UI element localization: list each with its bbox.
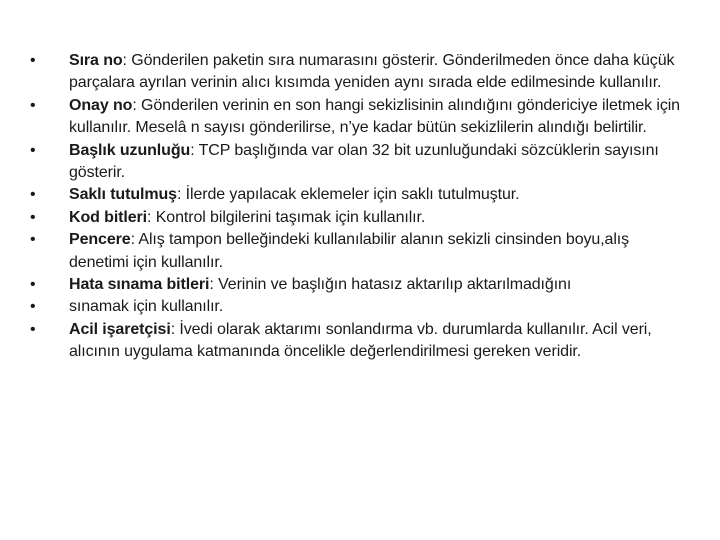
item-text: Alış tampon belleğindeki kullanılabilir alanın sekizli cinsinden boyu,alış denetimi için kullanılır. <box>69 231 630 271</box>
item-separator: : <box>130 231 139 249</box>
item-term: Hata sınama bitleri <box>69 276 210 294</box>
item-term: Onay no <box>69 96 133 114</box>
item-separator: : <box>132 96 142 114</box>
bullet-icon: • <box>30 320 36 338</box>
list-item <box>30 184 690 206</box>
item-text: Gönderilen verinin en son hangi sekizlisinin alındığını göndericiye iletmek için kullanılır. Meselâ n sayısı gönderilirse, n’ye kadar bütün sekizlilerin alındığı belirtilir. <box>69 96 680 137</box>
item-term: Kod bitleri <box>69 208 148 226</box>
bullet-icon: • <box>30 208 36 226</box>
bullet-icon: • <box>30 186 36 204</box>
list-item <box>30 207 690 229</box>
item-separator: : <box>176 186 186 204</box>
list-item <box>30 319 690 364</box>
item-text: TCP başlığında var olan 32 bit uzunluğundaki sözcüklerin sayısını gösterir. <box>69 141 659 182</box>
list-item <box>30 95 690 140</box>
item-text: sınamak için kullanılır. <box>69 298 224 316</box>
item-text: Kontrol bilgilerini taşımak için kullanılır. <box>155 208 426 226</box>
item-term: Pencere <box>69 231 131 249</box>
item-term: Acil işaretçisi <box>69 320 171 338</box>
item-term: Sıra no <box>69 52 123 69</box>
item-term: Başlık uzunluğu <box>69 141 191 159</box>
item-text: İvedi olarak aktarımı sonlandırma vb. durumlarda kullanılır. Acil veri, alıcının uygulama katmanında öncelikle değerlendirilmesi gereken veridir. <box>69 320 652 361</box>
bullet-icon: • <box>30 141 36 159</box>
item-separator: : <box>190 141 199 159</box>
list-item <box>30 229 690 274</box>
item-separator: : <box>147 208 156 226</box>
item-separator: : <box>122 52 132 69</box>
list-item <box>30 140 690 185</box>
list-item <box>30 274 690 296</box>
bullet-icon: • <box>30 298 36 316</box>
list-item <box>30 50 690 95</box>
item-separator: : <box>209 276 219 294</box>
bullet-icon: • <box>30 231 36 249</box>
item-text: İlerde yapılacak eklemeler için saklı tutulmuştur. <box>185 186 520 204</box>
bullet-icon: • <box>30 276 36 294</box>
bullet-icon: • <box>30 96 36 114</box>
item-term: Saklı tutulmuş <box>69 186 177 204</box>
item-separator: : <box>170 320 180 338</box>
item-text: Verinin ve başlığın hatasız aktarılıp aktarılmadığını <box>218 276 572 294</box>
list-item <box>30 296 690 318</box>
bullet-list <box>30 50 690 364</box>
item-text: Gönderilen paketin sıra numarasını gösterir. Gönderilmeden önce daha küçük parçalara ayrılan verinin alıcı kısımda yeniden aynı sırada elde edilmesinde kullanılır. <box>69 52 675 92</box>
bullet-icon: • <box>30 52 36 69</box>
